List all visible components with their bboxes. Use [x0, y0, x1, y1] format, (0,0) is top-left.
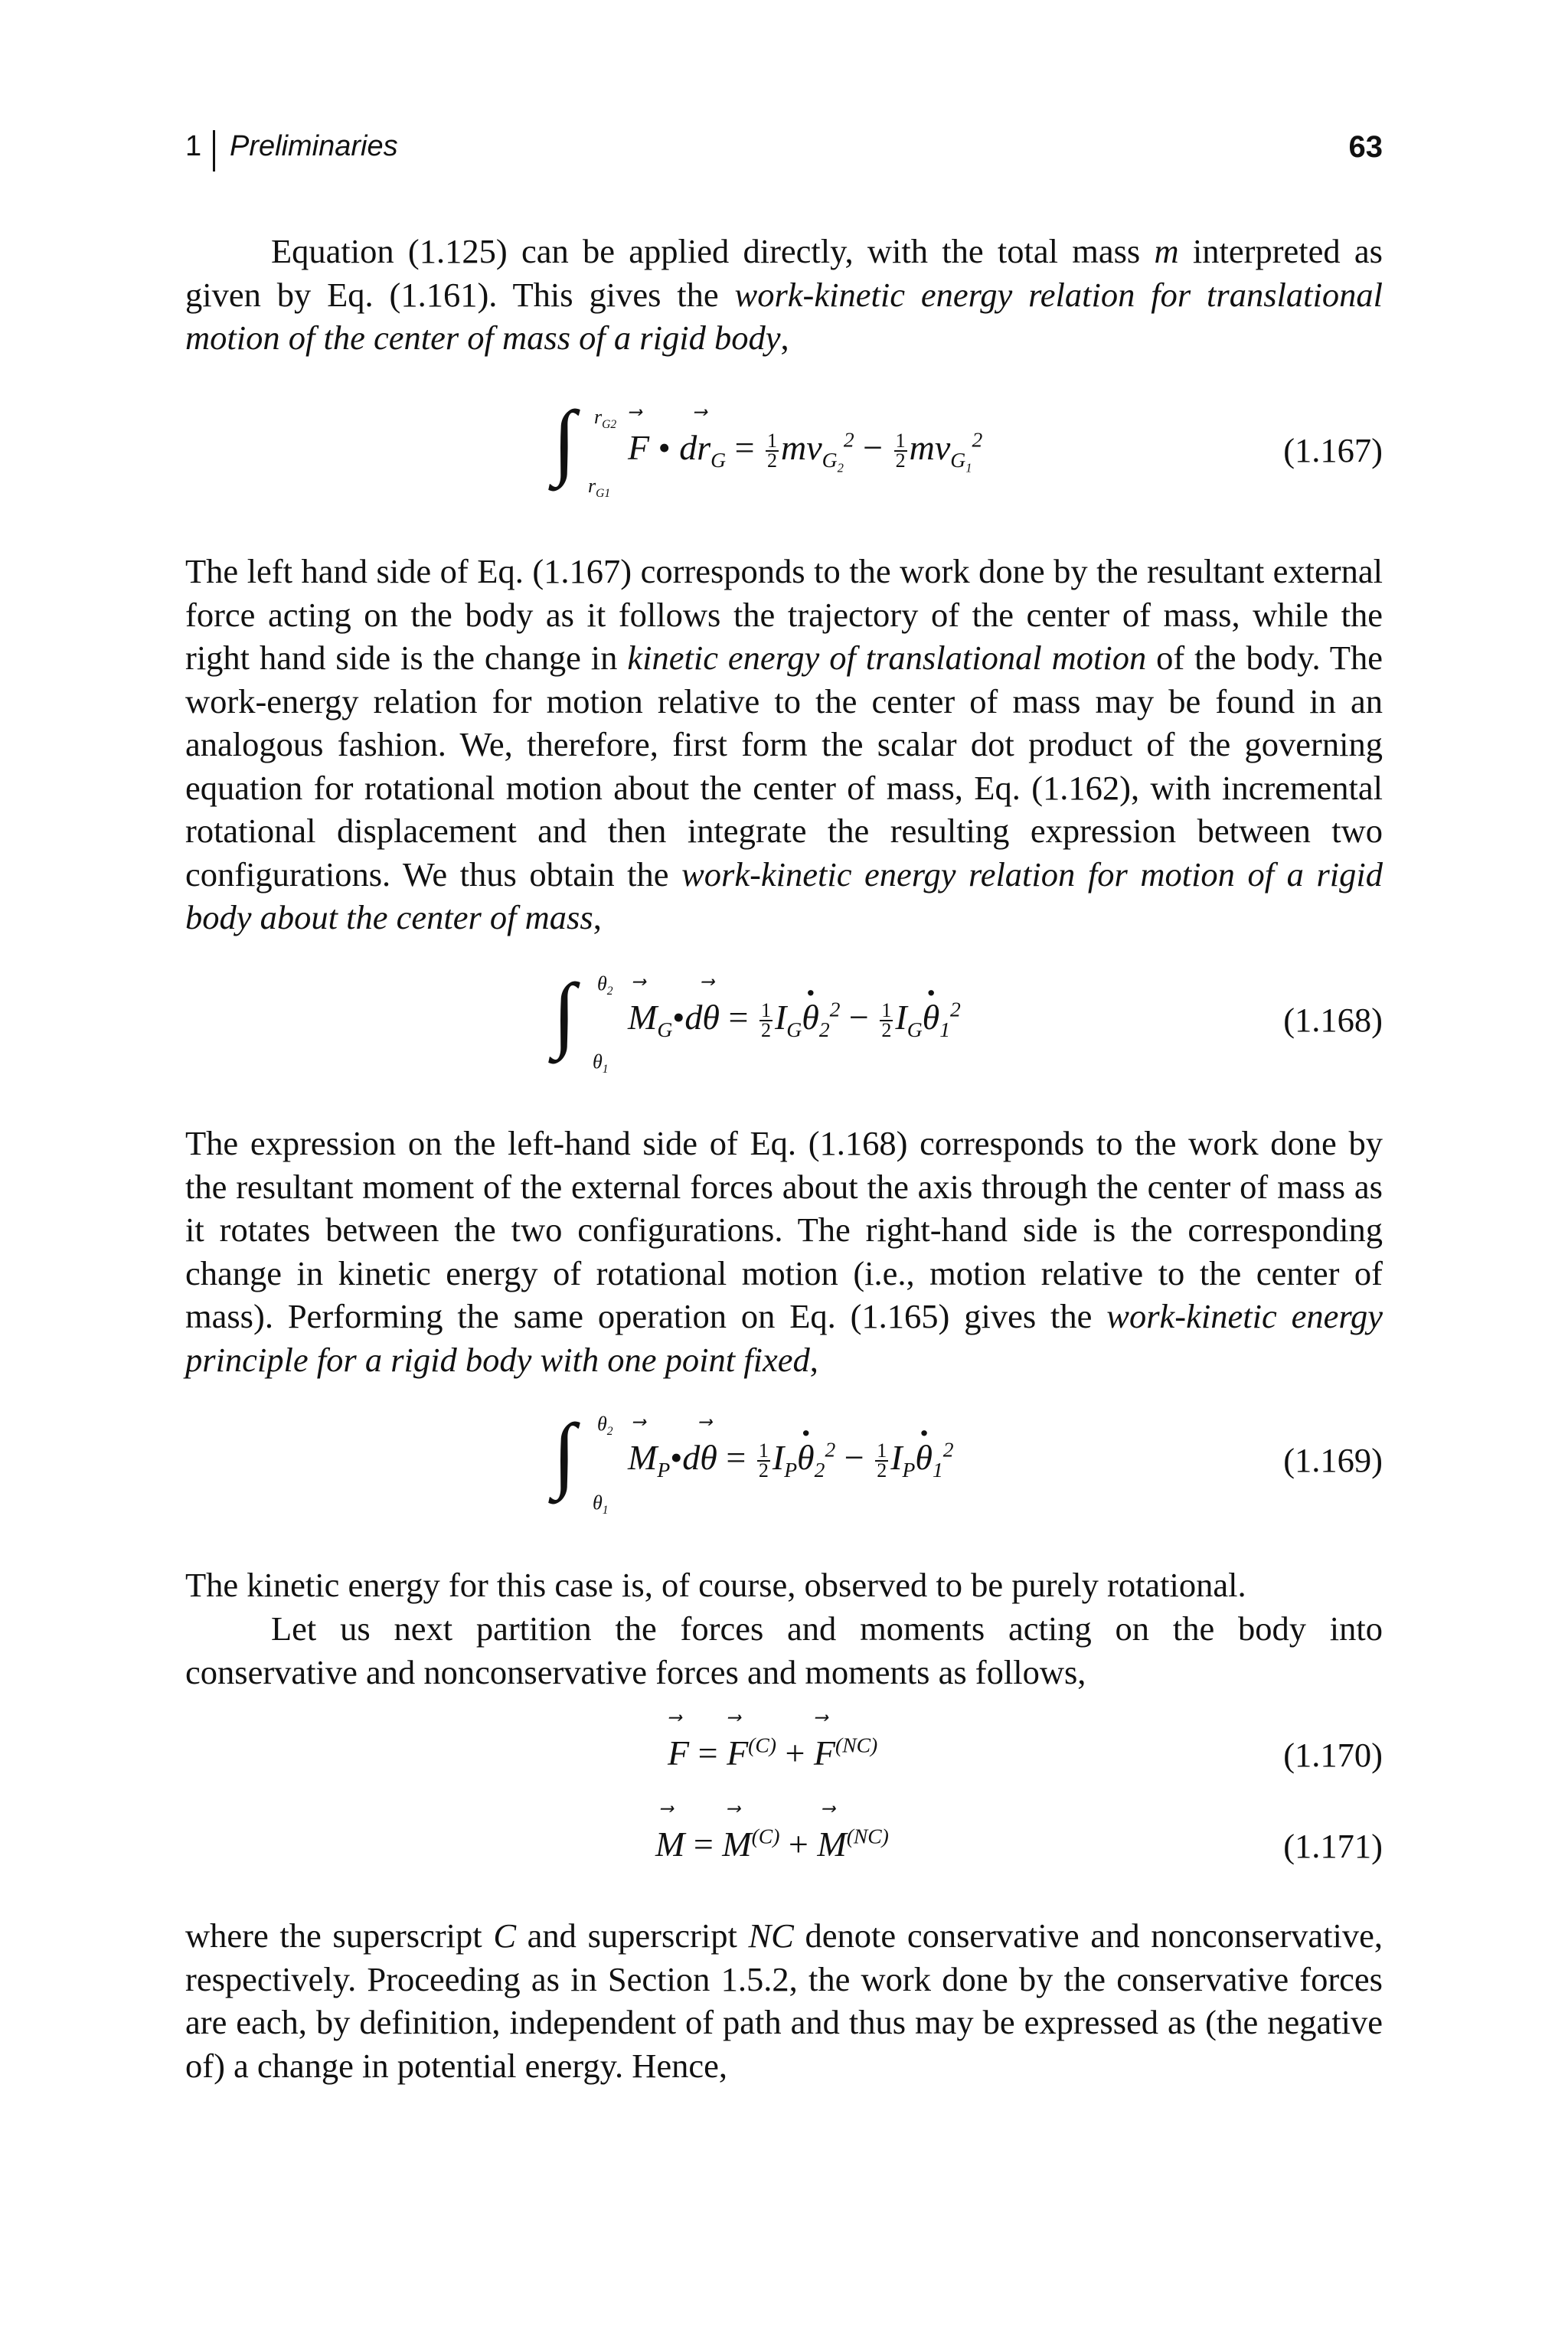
text: The kinetic energy for this case is, of course, observed to be purely rotational.	[185, 1566, 1246, 1604]
text: The expression on the left-hand side of Eq. (1.168) corresponds to the work done by the resultant moment of the external forces about the axis through the center of mass as it rotates between the two configurations. The right-hand side is the corresponding change in kinetic energy of rotational motion (i.e., motion relative to the center of mass). Performing the same operation on Eq. (1.165) gives the	[185, 1124, 1383, 1335]
italic-text: work-kinetic energy relation for translational motion of the center of mass of a rigid body	[185, 275, 1383, 357]
page-number: 63	[1348, 130, 1383, 164]
lower-limit: $\theta_1$	[593, 1050, 609, 1077]
equation-body: ⃗ F • d⃗ $r_G$ = $\frac{1}{2}$ $mv_{G_2}^2$ − $\frac{1}{2}$ $mv_{G_1}^2$	[628, 427, 982, 476]
text: ,	[809, 1340, 818, 1379]
running-header	[185, 130, 1383, 176]
paragraph-3	[185, 1122, 1383, 1381]
upper-limit: $\theta_2$	[597, 1413, 613, 1439]
paragraph-1	[185, 230, 1383, 360]
italic-text: work-kinetic energy principle for a rigid body with one point fixed	[185, 1297, 1383, 1379]
text: interpreted as given by Eq. (1.161). This gives the	[185, 232, 1383, 314]
paragraph-6	[185, 1914, 1383, 2087]
equation-body: ⃗ M = ⃗ $M^{(C)}$ + ⃗ $M^{(NC)}$	[655, 1824, 889, 1864]
upper-limit: $\theta_2$	[597, 972, 613, 998]
italic-text: work-kinetic energy relation for motion of a rigid body about the center of mass	[185, 854, 1383, 936]
integral-sign: ∫	[553, 394, 577, 487]
text: ,	[593, 898, 602, 936]
text: where the superscript	[185, 1916, 494, 1955]
text: Let us next partition the forces and moments acting on the body into conservative and nonconservative forces and moments as follows,	[185, 1609, 1383, 1691]
equation-number: (1.170)	[1283, 1736, 1383, 1774]
upper-limit: $r_{G2}$	[594, 406, 617, 432]
italic-text: NC	[748, 1916, 794, 1955]
text: of the body. The work-energy relation for motion relative to the center of mass may be found in an analogous fashion. We, therefore, first form the scalar dot product of the governing equation for rotational motion about the center of mass, Eq. (1.162), with incremental rotational displacement and then integrate the resulting expression between two configurations. We thus obtain the	[185, 639, 1383, 894]
integral-sign: ∫	[553, 966, 577, 1060]
equation-body: ⃗ $M_P•d⃗$ θ = $\frac{1}{2}$ $I_P\cdot \theta_2^2$ − $\frac{1}{2}$ $I_P\cdot \theta_1^2$	[628, 1437, 954, 1482]
equation-number: (1.168)	[1283, 1001, 1383, 1039]
equation-number: (1.171)	[1283, 1827, 1383, 1865]
text: Equation (1.125) can be applied directly, with the total mass	[271, 232, 1155, 270]
chapter-title: Preliminaries	[230, 130, 398, 162]
equation-body: ⃗ F = ⃗ $F^{(C)}$ + ⃗ $F^{(NC)}$	[668, 1733, 877, 1773]
text: The left hand side of Eq. (1.167) corresponds to the work done by the resultant external force acting on the body as it follows the trajectory of the center of mass, while the right hand side is the change in	[185, 552, 1383, 677]
text: denote conservative and nonconservative, respectively. Proceeding as in Section 1.5.2, the work done by the conservative forces are each, by definition, independent of path and thus may be expressed as (the negative of) a change in potential energy. Hence,	[185, 1916, 1383, 2085]
lower-limit: $\theta_1$	[593, 1491, 609, 1518]
italic-text: kinetic energy of translational motion	[627, 639, 1147, 677]
text: and superscript	[516, 1916, 749, 1955]
header-divider	[213, 130, 215, 172]
italic-text: m	[1154, 232, 1179, 270]
paragraph-2	[185, 550, 1383, 939]
italic-text: C	[493, 1916, 516, 1955]
chapter-number: 1	[185, 130, 202, 162]
paragraph-5	[185, 1607, 1383, 1694]
lower-limit: $r_{G1}$	[588, 475, 611, 501]
equation-body: ⃗ $M_G•d⃗$ θ = $\frac{1}{2}$ $I_G\cdot \theta_2^2$ − $\frac{1}{2}$ $I_G\cdot \theta_1^2$	[628, 997, 961, 1042]
integral-sign: ∫	[553, 1407, 577, 1500]
text: ,	[780, 319, 789, 357]
equation-number: (1.167)	[1283, 431, 1383, 469]
equation-number: (1.169)	[1283, 1441, 1383, 1479]
paragraph-4	[185, 1563, 1383, 1607]
